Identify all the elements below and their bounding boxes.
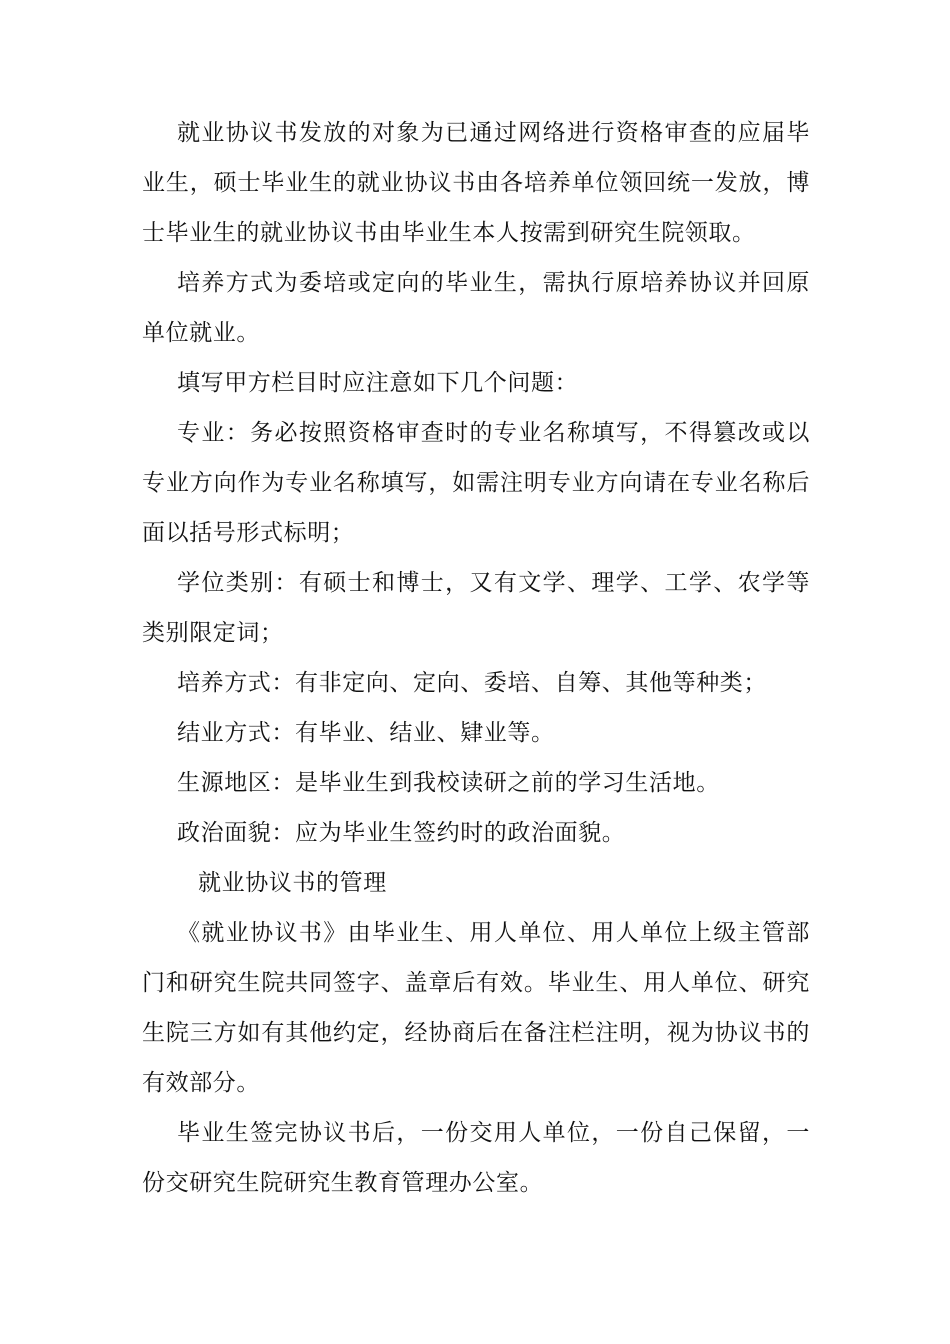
paragraph-copies-distribution: 毕业生签完协议书后，一份交用人单位，一份自己保留，一份交研究生院研究生教育管理办公室。 (142, 1120, 810, 1196)
paragraph-distribution: 就业协议书发放的对象为已通过网络进行资格审查的应届毕业生，硕士毕业生的就业协议书由各培养单位领回统一发放，博士毕业生的就业协议书由毕业生本人按需到研究生院领取。 (142, 120, 810, 246)
paragraph-political-status: 政治面貌：应为毕业生签约时的政治面貌。 (177, 820, 626, 846)
paragraph-fill-notes-intro: 填写甲方栏目时应注意如下几个问题： (177, 370, 579, 396)
paragraph-completion-mode: 结业方式：有毕业、结业、肄业等。 (177, 720, 555, 746)
document-body (142, 108, 810, 1208)
paragraph-commissioned-training: 培养方式为委培或定向的毕业生，需执行原培养协议并回原单位就业。 (142, 270, 810, 346)
paragraph-major: 专业：务必按照资格审查时的专业名称填写，不得篡改或以专业方向作为专业名称填写，如需注明专业方向请在专业名称后面以括号形式标明； (142, 420, 810, 546)
paragraph-agreement-validity: 《就业协议书》由毕业生、用人单位、用人单位上级主管部门和研究生院共同签字、盖章后有效。毕业生、用人单位、研究生院三方如有其他约定，经协商后在备注栏注明，视为协议书的有效部分。 (142, 920, 810, 1096)
paragraph-degree-type: 学位类别：有硕士和博士，又有文学、理学、工学、农学等类别限定词； (142, 570, 810, 646)
section-heading-management: 就业协议书的管理 (198, 870, 387, 896)
paragraph-training-mode: 培养方式：有非定向、定向、委培、自筹、其他等种类； (177, 670, 767, 696)
paragraph-origin-region: 生源地区：是毕业生到我校读研之前的学习生活地。 (177, 770, 720, 796)
